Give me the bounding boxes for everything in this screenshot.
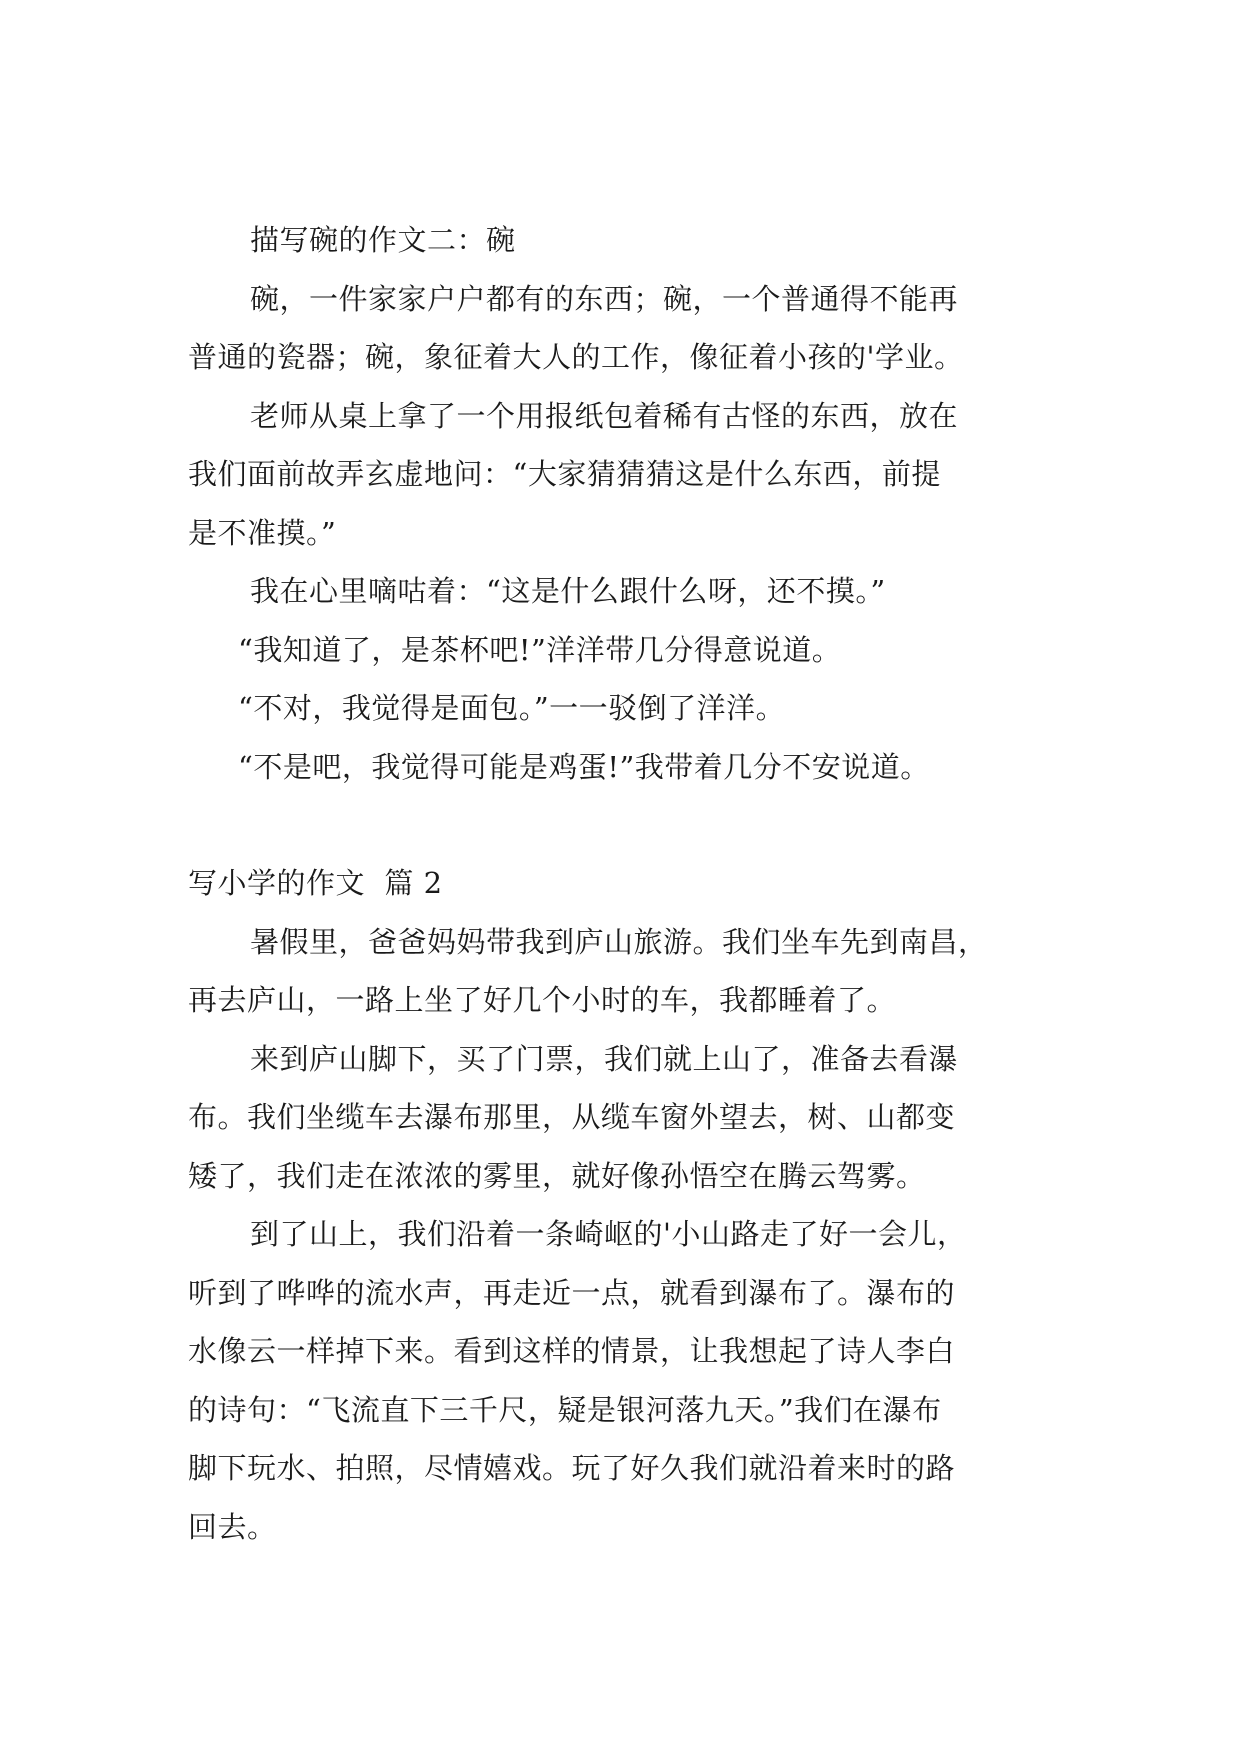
text-line: 的诗句：“飞流直下三千尺，疑是银河落九天。”我们在瀑布 (188, 1392, 942, 1427)
paragraph (188, 387, 1058, 563)
section-gap (188, 796, 1058, 854)
paragraph (188, 1030, 1058, 1206)
paragraph (188, 562, 1058, 621)
text-line: 矮了，我们走在浓浓的雾里，就好像孙悟空在腾云驾雾。 (188, 1158, 926, 1193)
paragraph (188, 913, 1058, 1030)
section-heading: 写小学的作文 篇 2 (188, 866, 443, 900)
text-line: 我们面前故弄玄虚地问：“大家猜猜猜这是什么东西，前提 (188, 457, 941, 491)
text-line: 到了山上，我们沿着一条崎岖的'小山路走了好一会儿， (250, 1217, 967, 1251)
paragraph (188, 270, 1058, 387)
paragraph (188, 621, 1058, 680)
text-line: 碗，一件家家户户都有的东西；碗，一个普通得不能再 (250, 281, 959, 316)
text-line: 听到了哗哗的流水声，再走近一点，就看到瀑布了。瀑布的 (188, 1275, 956, 1310)
section-title: 描写碗的作文二：碗 (250, 223, 516, 257)
text-line: 来到庐山脚下，买了门票，我们就上山了，准备去看瀑 (250, 1041, 959, 1076)
text-line: “不对，我觉得是面包。”一一驳倒了洋洋。 (238, 691, 786, 725)
text-line: 回去。 (188, 1509, 277, 1544)
paragraph (188, 738, 1058, 797)
paragraph (188, 1205, 1058, 1556)
text-line: “不是吧，我觉得可能是鸡蛋!”我带着几分不安说道。 (238, 749, 930, 784)
text-line: 老师从桌上拿了一个用报纸包着稀有古怪的东西，放在 (250, 398, 959, 433)
text-line: “我知道了，是茶杯吧!”洋洋带几分得意说道。 (238, 632, 842, 667)
text-line: 暑假里，爸爸妈妈带我到庐山旅游。我们坐车先到南昌， (250, 924, 988, 959)
document-body (188, 211, 1058, 1556)
text-line: 再去庐山，一路上坐了好几个小时的车，我都睡着了。 (188, 983, 897, 1017)
text-line: 普通的瓷器；碗，象征着大人的工作，像征着小孩的'学业。 (188, 340, 964, 374)
text-line: 脚下玩水、拍照，尽情嬉戏。玩了好久我们就沿着来时的路 (188, 1451, 956, 1485)
paragraph (188, 679, 1058, 738)
text-line: 布。我们坐缆车去瀑布那里，从缆车窗外望去，树、山都变 (188, 1100, 956, 1134)
text-line: 我在心里嘀咕着：“这是什么跟什么呀，还不摸。” (250, 574, 886, 608)
text-line: 是不准摸。” (188, 515, 337, 550)
text-line: 水像云一样掉下来。看到这样的情景，让我想起了诗人李白 (188, 1334, 956, 1368)
